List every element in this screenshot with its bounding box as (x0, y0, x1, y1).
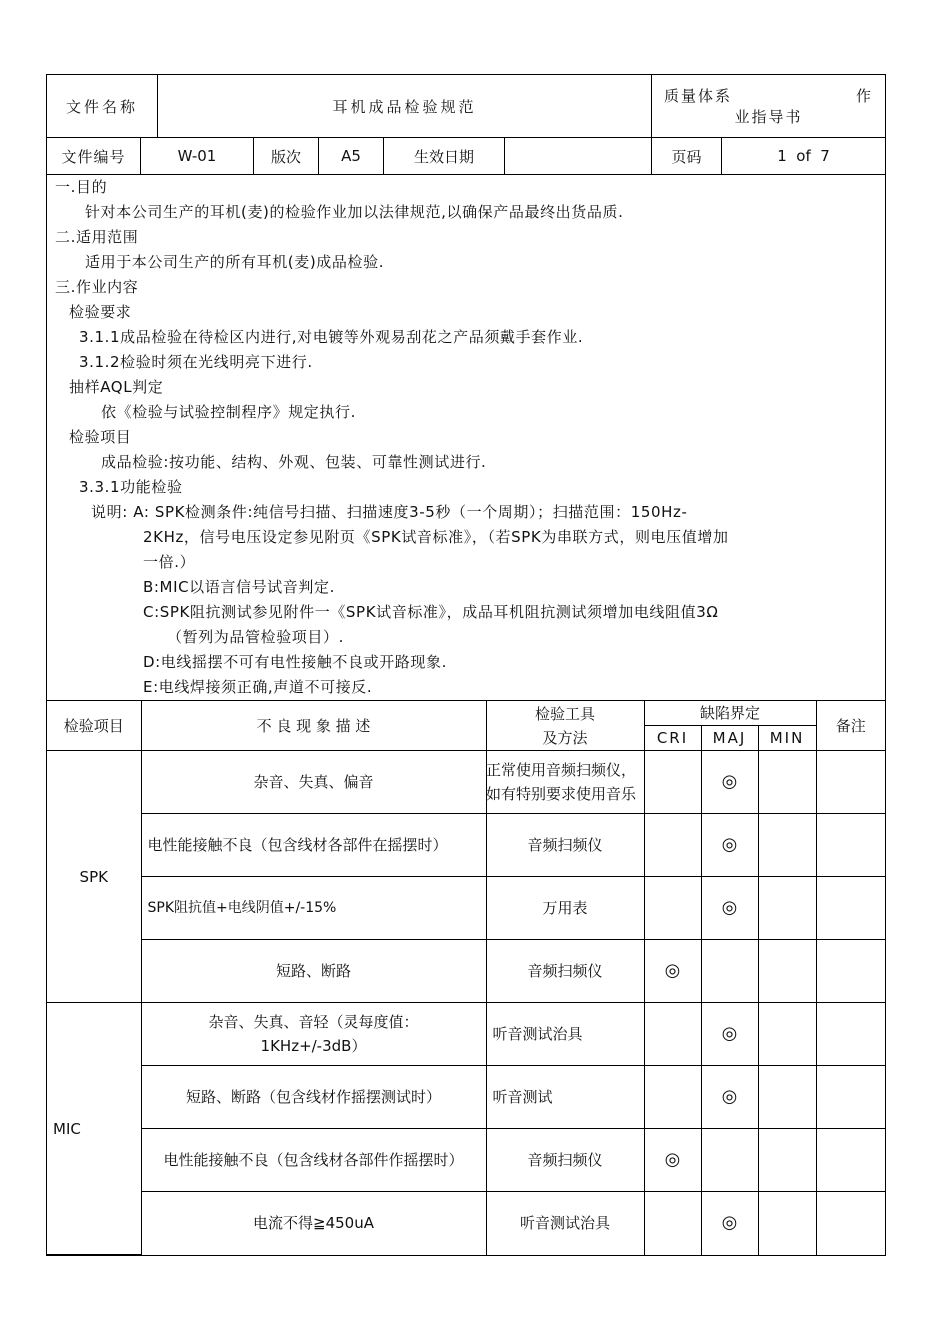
col-defect-description: 不 良 现 象 描 述 (141, 701, 486, 751)
defect-desc: 短路、断路（包含线材作摇摆测试时） (141, 1066, 486, 1129)
requirement-2: 3.1.2检验时须在光线明亮下进行. (79, 353, 313, 371)
function-check-title: 3.3.1功能检验 (79, 478, 183, 496)
inspection-items-text: 成品检验:按功能、结构、外观、包装、可靠性测试进行. (101, 453, 487, 471)
min-cell (758, 1003, 816, 1066)
col-tool-line-2: 及方法 (542, 728, 588, 747)
inspection-tool: 音频扫频仪 (486, 814, 644, 877)
tool-line-1: 正常使用音频扫频仪， (485, 761, 636, 779)
maj-mark: ◎ (701, 1192, 758, 1255)
remark-cell (816, 1003, 885, 1066)
table-row (47, 877, 885, 940)
remark-cell (816, 877, 885, 940)
inspection-tool: 音频扫频仪 (486, 1129, 644, 1192)
header-row-2 (47, 138, 885, 175)
col-min: MIN (758, 726, 816, 751)
effective-date-value (505, 138, 652, 174)
section-2-text: 适用于本公司生产的所有耳机(麦)成品检验. (85, 253, 385, 271)
quality-system-label-right: 作 (855, 87, 873, 105)
section-1-title: 一.目的 (55, 178, 108, 196)
inspection-items-title: 检验项目 (69, 428, 132, 446)
maj-cell (701, 940, 758, 1003)
mic-group-label: MIC (47, 1003, 141, 1255)
section-3-title: 三.作业内容 (55, 278, 139, 296)
note-a-line-2: 2KHz，信号电压设定参见附页《SPK试音标准》，（若SPK为串联方式，则电压值增加 (143, 528, 729, 546)
table-row (47, 1003, 885, 1066)
inspection-tool: 听音测试 (486, 1066, 644, 1129)
col-remark: 备注 (816, 701, 885, 751)
defect-desc: 电性能接触不良（包含线材各部件在摇摆时） (141, 814, 486, 877)
maj-mark: ◎ (701, 1003, 758, 1066)
defect-desc: 杂音、失真、偏音 (141, 751, 486, 814)
maj-mark: ◎ (701, 1066, 758, 1129)
note-c-line-1: C:SPK阻抗测试参见附件一《SPK试音标准》，成品耳机阻抗测试须增加电线阻值3Ω (143, 603, 719, 621)
maj-mark: ◎ (701, 751, 758, 814)
aql-text: 依《检验与试验控制程序》规定执行. (101, 403, 356, 421)
remark-cell (816, 814, 885, 877)
inspection-tool (486, 751, 644, 814)
cri-cell (644, 814, 701, 877)
min-cell (758, 1066, 816, 1129)
version-value: A5 (319, 138, 384, 174)
table-row (47, 1129, 885, 1192)
col-tool-method (486, 701, 644, 751)
maj-mark: ◎ (701, 814, 758, 877)
page-label: 页码 (652, 138, 722, 174)
remark-cell (816, 1129, 885, 1192)
defect-desc: 电流不得≧450uA (141, 1192, 486, 1255)
inspection-tool: 听音测试治具 (486, 1003, 644, 1066)
quality-system-cell (652, 75, 885, 137)
col-maj: MAJ (701, 726, 758, 751)
doc-name-label: 文件名称 (47, 75, 158, 137)
cri-mark: ◎ (644, 940, 701, 1003)
cri-cell (644, 1003, 701, 1066)
inspection-tool: 听音测试治具 (486, 1192, 644, 1255)
col-cri: CRI (644, 726, 701, 751)
min-cell (758, 1129, 816, 1192)
document-frame (46, 74, 886, 1256)
doc-no-label: 文件编号 (47, 138, 141, 174)
remark-cell (816, 1066, 885, 1129)
min-cell (758, 1192, 816, 1255)
tool-line-2: 如有特别要求使用音乐 (485, 785, 636, 803)
doc-no-value: W-01 (141, 138, 254, 174)
defect-desc: SPK阻抗值+电线阴值+/-15% (141, 877, 486, 940)
maj-cell (701, 1129, 758, 1192)
cri-cell (644, 1066, 701, 1129)
cri-mark: ◎ (644, 1129, 701, 1192)
col-inspection-item: 检验项目 (47, 701, 141, 751)
min-cell (758, 940, 816, 1003)
requirements-title: 检验要求 (69, 303, 132, 321)
col-defect-class: 缺陷界定 (644, 701, 816, 726)
table-row (47, 940, 885, 1003)
defect-desc: 短路、断路 (141, 940, 486, 1003)
cri-cell (644, 751, 701, 814)
version-label: 版次 (254, 138, 319, 174)
min-cell (758, 877, 816, 940)
table-row (47, 1066, 885, 1129)
note-c-line-2: （暂列为品管检验项目）. (167, 628, 344, 646)
defect-desc: 电性能接触不良（包含线材各部件作摇摆时） (141, 1129, 486, 1192)
note-a-line-3: 一倍.） (143, 553, 196, 571)
inspection-tool: 音频扫频仪 (486, 940, 644, 1003)
col-tool-line-1: 检验工具 (534, 704, 595, 723)
note-b: B:MIC以语言信号试音判定. (143, 578, 335, 596)
aql-title: 抽样AQL判定 (69, 378, 164, 396)
inspection-table (47, 701, 885, 1255)
note-a-line-1: 说明: A: SPK检测条件:纯信号扫描、扫描速度3-5秒（一个周期）；扫描范围：150Hz- (91, 503, 688, 521)
remark-cell (816, 751, 885, 814)
cri-cell (644, 1192, 701, 1255)
doc-title: 耳机成品检验规范 (158, 75, 652, 137)
quality-system-label: 质量体系 (664, 87, 733, 105)
remark-cell (816, 940, 885, 1003)
min-cell (758, 751, 816, 814)
header-row-1 (47, 75, 885, 138)
page-number: 1 of 7 (777, 147, 830, 165)
section-1-text: 针对本公司生产的耳机(麦)的检验作业加以法律规范,以确保产品最终出货品质. (85, 203, 624, 221)
min-cell (758, 814, 816, 877)
requirement-1: 3.1.1成品检验在待检区内进行,对电镀等外观易刮花之产品须戴手套作业. (79, 328, 584, 346)
note-d: D:电线摇摆不可有电性接触不良或开路现象. (143, 653, 447, 671)
remark-cell (816, 1192, 885, 1255)
table-row (47, 814, 885, 877)
inspection-tool: 万用表 (486, 877, 644, 940)
spk-group-label: SPK (47, 751, 141, 1003)
section-2-title: 二.适用范围 (55, 228, 139, 246)
table-row (47, 1192, 885, 1255)
procedure-text (47, 175, 885, 701)
defect-desc: 杂音、失真、音轻（灵每度值：1KHz+/-3dB） (141, 1003, 486, 1066)
cri-cell (644, 877, 701, 940)
table-header-row (47, 701, 885, 726)
table-row (47, 751, 885, 814)
maj-mark: ◎ (701, 877, 758, 940)
effective-date-label: 生效日期 (384, 138, 505, 174)
quality-system-label-2: 业指导书 (734, 108, 803, 126)
note-e: E:电线焊接须正确,声道不可接反. (143, 678, 373, 696)
